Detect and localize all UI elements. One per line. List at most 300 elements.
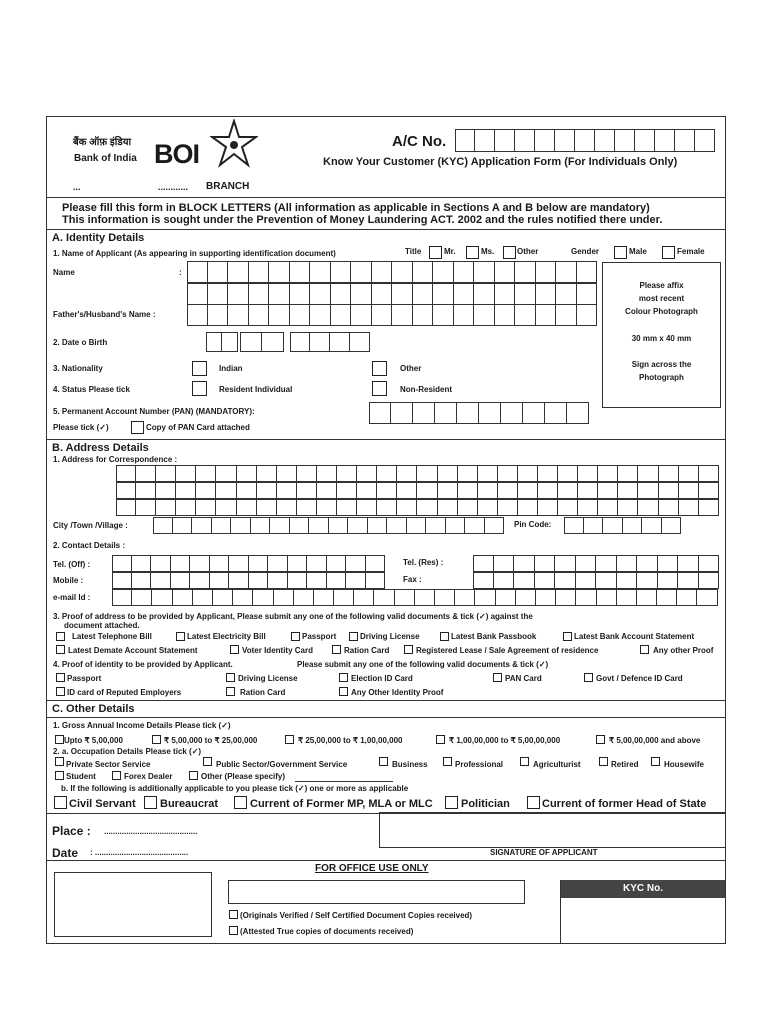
- char-box[interactable]: [249, 261, 270, 283]
- char-box[interactable]: [454, 283, 475, 305]
- char-box[interactable]: [615, 129, 635, 152]
- char-box[interactable]: [413, 261, 434, 283]
- char-box[interactable]: [277, 465, 297, 482]
- char-box[interactable]: [417, 482, 437, 499]
- char-box[interactable]: [351, 261, 372, 283]
- char-box[interactable]: [277, 482, 297, 499]
- char-box[interactable]: [556, 589, 576, 606]
- char-box[interactable]: [309, 517, 329, 534]
- char-box[interactable]: [584, 517, 604, 534]
- attested-copies-checkbox[interactable]: [229, 926, 238, 935]
- char-box[interactable]: [496, 589, 516, 606]
- char-box[interactable]: [655, 129, 675, 152]
- char-box[interactable]: [458, 482, 478, 499]
- char-box[interactable]: [357, 499, 377, 516]
- char-box[interactable]: [196, 499, 216, 516]
- ac-no-grid[interactable]: [455, 129, 715, 152]
- char-box[interactable]: [116, 499, 136, 516]
- char-box[interactable]: [576, 589, 596, 606]
- bank-statement-checkbox[interactable]: [563, 632, 572, 641]
- char-box[interactable]: [479, 402, 501, 424]
- char-box[interactable]: [210, 572, 230, 589]
- char-box[interactable]: [196, 465, 216, 482]
- char-box[interactable]: [495, 129, 515, 152]
- char-box[interactable]: [391, 402, 413, 424]
- char-box[interactable]: [187, 304, 208, 326]
- char-box[interactable]: [478, 465, 498, 482]
- char-box[interactable]: [473, 572, 494, 589]
- char-box[interactable]: [366, 572, 386, 589]
- other-identity-proof-checkbox[interactable]: [339, 687, 348, 696]
- char-box[interactable]: [329, 517, 349, 534]
- char-box[interactable]: [249, 572, 269, 589]
- char-box[interactable]: [498, 482, 518, 499]
- title-ms-checkbox[interactable]: [466, 246, 479, 259]
- char-box[interactable]: [377, 465, 397, 482]
- char-box[interactable]: [498, 499, 518, 516]
- char-box[interactable]: [603, 517, 623, 534]
- char-box[interactable]: [662, 517, 682, 534]
- name-grid-row-2[interactable]: [187, 283, 597, 305]
- char-box[interactable]: [435, 402, 457, 424]
- char-box[interactable]: [623, 517, 643, 534]
- char-box[interactable]: [176, 465, 196, 482]
- char-box[interactable]: [536, 304, 557, 326]
- char-box[interactable]: [576, 555, 597, 572]
- char-box[interactable]: [397, 482, 417, 499]
- dob-day-grid[interactable]: [206, 332, 238, 352]
- income-5l-25l-checkbox[interactable]: [152, 735, 161, 744]
- char-box[interactable]: [413, 304, 434, 326]
- bureaucrat-checkbox[interactable]: [144, 796, 157, 809]
- char-box[interactable]: [216, 465, 236, 482]
- dob-year-grid[interactable]: [290, 332, 370, 352]
- char-box[interactable]: [310, 304, 331, 326]
- char-box[interactable]: [116, 482, 136, 499]
- char-box[interactable]: [288, 555, 308, 572]
- ration-card-identity-checkbox[interactable]: [226, 687, 235, 696]
- occupation-private-checkbox[interactable]: [55, 757, 64, 766]
- char-box[interactable]: [617, 555, 638, 572]
- char-box[interactable]: [433, 283, 454, 305]
- city-grid[interactable]: [153, 517, 504, 534]
- char-box[interactable]: [474, 283, 495, 305]
- char-box[interactable]: [446, 517, 466, 534]
- char-box[interactable]: [228, 261, 249, 283]
- char-box[interactable]: [638, 465, 658, 482]
- char-box[interactable]: [494, 555, 515, 572]
- char-box[interactable]: [538, 465, 558, 482]
- char-box[interactable]: [176, 482, 196, 499]
- char-box[interactable]: [478, 482, 498, 499]
- char-box[interactable]: [577, 283, 598, 305]
- char-box[interactable]: [558, 482, 578, 499]
- char-box[interactable]: [112, 589, 132, 606]
- pin-grid[interactable]: [564, 517, 681, 534]
- char-box[interactable]: [290, 332, 310, 352]
- occupation-student-checkbox[interactable]: [55, 771, 64, 780]
- char-box[interactable]: [372, 283, 393, 305]
- char-box[interactable]: [351, 304, 372, 326]
- char-box[interactable]: [317, 499, 337, 516]
- char-box[interactable]: [417, 499, 437, 516]
- char-box[interactable]: [297, 499, 317, 516]
- char-box[interactable]: [350, 332, 370, 352]
- char-box[interactable]: [132, 572, 152, 589]
- char-box[interactable]: [331, 283, 352, 305]
- char-box[interactable]: [327, 555, 347, 572]
- char-box[interactable]: [523, 402, 545, 424]
- char-box[interactable]: [395, 589, 415, 606]
- char-box[interactable]: [366, 555, 386, 572]
- char-box[interactable]: [297, 482, 317, 499]
- char-box[interactable]: [617, 572, 638, 589]
- char-box[interactable]: [578, 465, 598, 482]
- char-box[interactable]: [237, 499, 257, 516]
- char-box[interactable]: [596, 572, 617, 589]
- status-resident-checkbox[interactable]: [192, 381, 207, 396]
- char-box[interactable]: [330, 332, 350, 352]
- char-box[interactable]: [208, 261, 229, 283]
- char-box[interactable]: [116, 465, 136, 482]
- char-box[interactable]: [458, 465, 478, 482]
- char-box[interactable]: [112, 555, 132, 572]
- email-grid[interactable]: [112, 589, 718, 606]
- char-box[interactable]: [290, 261, 311, 283]
- char-box[interactable]: [262, 332, 284, 352]
- char-box[interactable]: [536, 283, 557, 305]
- char-box[interactable]: [351, 283, 372, 305]
- char-box[interactable]: [635, 129, 655, 152]
- char-box[interactable]: [455, 129, 475, 152]
- char-box[interactable]: [474, 261, 495, 283]
- income-25l-1cr-checkbox[interactable]: [285, 735, 294, 744]
- char-box[interactable]: [229, 555, 249, 572]
- char-box[interactable]: [337, 465, 357, 482]
- char-box[interactable]: [249, 283, 270, 305]
- char-box[interactable]: [222, 332, 238, 352]
- char-box[interactable]: [556, 304, 577, 326]
- char-box[interactable]: [346, 572, 366, 589]
- char-box[interactable]: [156, 465, 176, 482]
- char-box[interactable]: [192, 517, 212, 534]
- char-box[interactable]: [132, 555, 152, 572]
- nationality-indian-checkbox[interactable]: [192, 361, 207, 376]
- char-box[interactable]: [171, 555, 191, 572]
- char-box[interactable]: [327, 572, 347, 589]
- char-box[interactable]: [268, 572, 288, 589]
- char-box[interactable]: [658, 555, 679, 572]
- char-box[interactable]: [357, 465, 377, 482]
- char-box[interactable]: [269, 283, 290, 305]
- election-id-checkbox[interactable]: [339, 673, 348, 682]
- char-box[interactable]: [435, 589, 455, 606]
- char-box[interactable]: [438, 465, 458, 482]
- occupation-housewife-checkbox[interactable]: [651, 757, 660, 766]
- char-box[interactable]: [346, 555, 366, 572]
- char-box[interactable]: [535, 572, 556, 589]
- char-box[interactable]: [277, 499, 297, 516]
- char-box[interactable]: [498, 465, 518, 482]
- char-box[interactable]: [514, 572, 535, 589]
- nationality-other-checkbox[interactable]: [372, 361, 387, 376]
- char-box[interactable]: [392, 261, 413, 283]
- char-box[interactable]: [518, 499, 538, 516]
- fax-grid[interactable]: [473, 572, 719, 589]
- head-of-state-checkbox[interactable]: [527, 796, 540, 809]
- char-box[interactable]: [699, 465, 719, 482]
- char-box[interactable]: [274, 589, 294, 606]
- pan-copy-checkbox[interactable]: [131, 421, 144, 434]
- passport-address-checkbox[interactable]: [291, 632, 300, 641]
- char-box[interactable]: [369, 402, 391, 424]
- char-box[interactable]: [317, 482, 337, 499]
- char-box[interactable]: [577, 304, 598, 326]
- char-box[interactable]: [212, 517, 232, 534]
- char-box[interactable]: [357, 482, 377, 499]
- title-mr-checkbox[interactable]: [429, 246, 442, 259]
- char-box[interactable]: [317, 465, 337, 482]
- char-box[interactable]: [518, 465, 538, 482]
- char-box[interactable]: [485, 517, 505, 534]
- date-dots[interactable]: : ..........................................: [90, 848, 189, 857]
- income-above-5cr-checkbox[interactable]: [596, 735, 605, 744]
- char-box[interactable]: [331, 261, 352, 283]
- char-box[interactable]: [413, 402, 435, 424]
- pan-grid[interactable]: [369, 402, 589, 424]
- char-box[interactable]: [413, 283, 434, 305]
- char-box[interactable]: [679, 465, 699, 482]
- char-box[interactable]: [455, 589, 475, 606]
- char-box[interactable]: [407, 517, 427, 534]
- char-box[interactable]: [257, 482, 277, 499]
- char-box[interactable]: [294, 589, 314, 606]
- occupation-forex-checkbox[interactable]: [112, 771, 121, 780]
- char-box[interactable]: [231, 517, 251, 534]
- char-box[interactable]: [515, 283, 536, 305]
- char-box[interactable]: [310, 283, 331, 305]
- char-box[interactable]: [397, 499, 417, 516]
- char-box[interactable]: [417, 465, 437, 482]
- ration-card-address-checkbox[interactable]: [332, 645, 341, 654]
- char-box[interactable]: [310, 261, 331, 283]
- char-box[interactable]: [297, 465, 317, 482]
- originals-verified-checkbox[interactable]: [229, 910, 238, 919]
- char-box[interactable]: [269, 304, 290, 326]
- char-box[interactable]: [454, 304, 475, 326]
- char-box[interactable]: [112, 572, 132, 589]
- char-box[interactable]: [193, 589, 213, 606]
- address-grid-row-1[interactable]: [116, 465, 719, 482]
- char-box[interactable]: [535, 129, 555, 152]
- income-upto-5l-checkbox[interactable]: [55, 735, 64, 744]
- char-box[interactable]: [598, 482, 618, 499]
- char-box[interactable]: [515, 129, 535, 152]
- tel-res-grid[interactable]: [473, 555, 719, 572]
- char-box[interactable]: [249, 304, 270, 326]
- char-box[interactable]: [208, 283, 229, 305]
- char-box[interactable]: [251, 517, 271, 534]
- char-box[interactable]: [578, 499, 598, 516]
- gender-female-checkbox[interactable]: [662, 246, 675, 259]
- char-box[interactable]: [307, 555, 327, 572]
- char-box[interactable]: [374, 589, 394, 606]
- char-box[interactable]: [575, 129, 595, 152]
- char-box[interactable]: [699, 555, 720, 572]
- char-box[interactable]: [598, 465, 618, 482]
- char-box[interactable]: [596, 555, 617, 572]
- char-box[interactable]: [187, 283, 208, 305]
- char-box[interactable]: [695, 129, 715, 152]
- char-box[interactable]: [152, 589, 172, 606]
- char-box[interactable]: [535, 555, 556, 572]
- char-box[interactable]: [475, 129, 495, 152]
- char-box[interactable]: [538, 482, 558, 499]
- char-box[interactable]: [257, 499, 277, 516]
- char-box[interactable]: [156, 499, 176, 516]
- occupation-agriculturist-checkbox[interactable]: [520, 757, 529, 766]
- char-box[interactable]: [577, 261, 598, 283]
- char-box[interactable]: [558, 465, 578, 482]
- char-box[interactable]: [438, 482, 458, 499]
- char-box[interactable]: [190, 572, 210, 589]
- char-box[interactable]: [136, 499, 156, 516]
- char-box[interactable]: [458, 499, 478, 516]
- char-box[interactable]: [555, 555, 576, 572]
- char-box[interactable]: [196, 482, 216, 499]
- char-box[interactable]: [536, 261, 557, 283]
- char-box[interactable]: [314, 589, 334, 606]
- char-box[interactable]: [495, 261, 516, 283]
- char-box[interactable]: [173, 589, 193, 606]
- char-box[interactable]: [136, 482, 156, 499]
- char-box[interactable]: [675, 129, 695, 152]
- char-box[interactable]: [495, 283, 516, 305]
- char-box[interactable]: [392, 283, 413, 305]
- char-box[interactable]: [597, 589, 617, 606]
- char-box[interactable]: [249, 555, 269, 572]
- char-box[interactable]: [501, 402, 523, 424]
- voter-id-address-checkbox[interactable]: [230, 645, 239, 654]
- signature-box[interactable]: [379, 812, 726, 848]
- char-box[interactable]: [228, 283, 249, 305]
- char-box[interactable]: [465, 517, 485, 534]
- char-box[interactable]: [699, 572, 720, 589]
- char-box[interactable]: [257, 465, 277, 482]
- char-box[interactable]: [426, 517, 446, 534]
- occupation-other-checkbox[interactable]: [189, 771, 198, 780]
- char-box[interactable]: [228, 304, 249, 326]
- char-box[interactable]: [556, 283, 577, 305]
- demat-statement-checkbox[interactable]: [56, 645, 65, 654]
- char-box[interactable]: [372, 261, 393, 283]
- employer-id-checkbox[interactable]: [56, 687, 65, 696]
- pan-card-identity-checkbox[interactable]: [493, 673, 502, 682]
- char-box[interactable]: [457, 402, 479, 424]
- name-grid-row-1[interactable]: [187, 261, 597, 283]
- driving-license-address-checkbox[interactable]: [349, 632, 358, 641]
- char-box[interactable]: [331, 304, 352, 326]
- status-nonresident-checkbox[interactable]: [372, 381, 387, 396]
- char-box[interactable]: [659, 499, 679, 516]
- office-entry-box[interactable]: [228, 880, 525, 904]
- occupation-retired-checkbox[interactable]: [599, 757, 608, 766]
- passport-identity-checkbox[interactable]: [56, 673, 65, 682]
- char-box[interactable]: [153, 517, 173, 534]
- char-box[interactable]: [310, 332, 330, 352]
- char-box[interactable]: [151, 572, 171, 589]
- char-box[interactable]: [638, 499, 658, 516]
- bank-passbook-checkbox[interactable]: [440, 632, 449, 641]
- dob-month-grid[interactable]: [240, 332, 284, 352]
- govt-defence-id-checkbox[interactable]: [584, 673, 593, 682]
- char-box[interactable]: [438, 499, 458, 516]
- char-box[interactable]: [171, 572, 191, 589]
- char-box[interactable]: [433, 261, 454, 283]
- char-box[interactable]: [678, 572, 699, 589]
- char-box[interactable]: [473, 555, 494, 572]
- char-box[interactable]: [478, 499, 498, 516]
- char-box[interactable]: [677, 589, 697, 606]
- char-box[interactable]: [288, 572, 308, 589]
- char-box[interactable]: [699, 482, 719, 499]
- char-box[interactable]: [337, 482, 357, 499]
- char-box[interactable]: [187, 261, 208, 283]
- char-box[interactable]: [290, 517, 310, 534]
- char-box[interactable]: [516, 589, 536, 606]
- char-box[interactable]: [334, 589, 354, 606]
- char-box[interactable]: [290, 283, 311, 305]
- char-box[interactable]: [699, 499, 719, 516]
- char-box[interactable]: [354, 589, 374, 606]
- politician-checkbox[interactable]: [445, 796, 458, 809]
- char-box[interactable]: [555, 572, 576, 589]
- title-other-checkbox[interactable]: [503, 246, 516, 259]
- occupation-public-checkbox[interactable]: [203, 757, 212, 766]
- char-box[interactable]: [348, 517, 368, 534]
- char-box[interactable]: [578, 482, 598, 499]
- char-box[interactable]: [268, 555, 288, 572]
- address-grid-row-2[interactable]: [116, 482, 719, 499]
- char-box[interactable]: [368, 517, 388, 534]
- char-box[interactable]: [290, 304, 311, 326]
- char-box[interactable]: [564, 517, 584, 534]
- char-box[interactable]: [156, 482, 176, 499]
- char-box[interactable]: [240, 332, 262, 352]
- char-box[interactable]: [658, 572, 679, 589]
- char-box[interactable]: [598, 499, 618, 516]
- char-box[interactable]: [538, 499, 558, 516]
- place-dots[interactable]: ..........................................: [104, 827, 198, 836]
- char-box[interactable]: [637, 572, 658, 589]
- father-name-grid[interactable]: [187, 304, 597, 326]
- telephone-bill-checkbox[interactable]: [56, 632, 65, 641]
- civil-servant-checkbox[interactable]: [54, 796, 67, 809]
- char-box[interactable]: [618, 499, 638, 516]
- char-box[interactable]: [270, 517, 290, 534]
- char-box[interactable]: [397, 465, 417, 482]
- any-other-proof-checkbox[interactable]: [640, 645, 649, 654]
- char-box[interactable]: [454, 261, 475, 283]
- char-box[interactable]: [269, 261, 290, 283]
- char-box[interactable]: [642, 517, 662, 534]
- char-box[interactable]: [210, 555, 230, 572]
- char-box[interactable]: [307, 572, 327, 589]
- char-box[interactable]: [618, 482, 638, 499]
- address-grid-row-3[interactable]: [116, 499, 719, 516]
- occupation-other-line[interactable]: [295, 781, 393, 782]
- char-box[interactable]: [337, 499, 357, 516]
